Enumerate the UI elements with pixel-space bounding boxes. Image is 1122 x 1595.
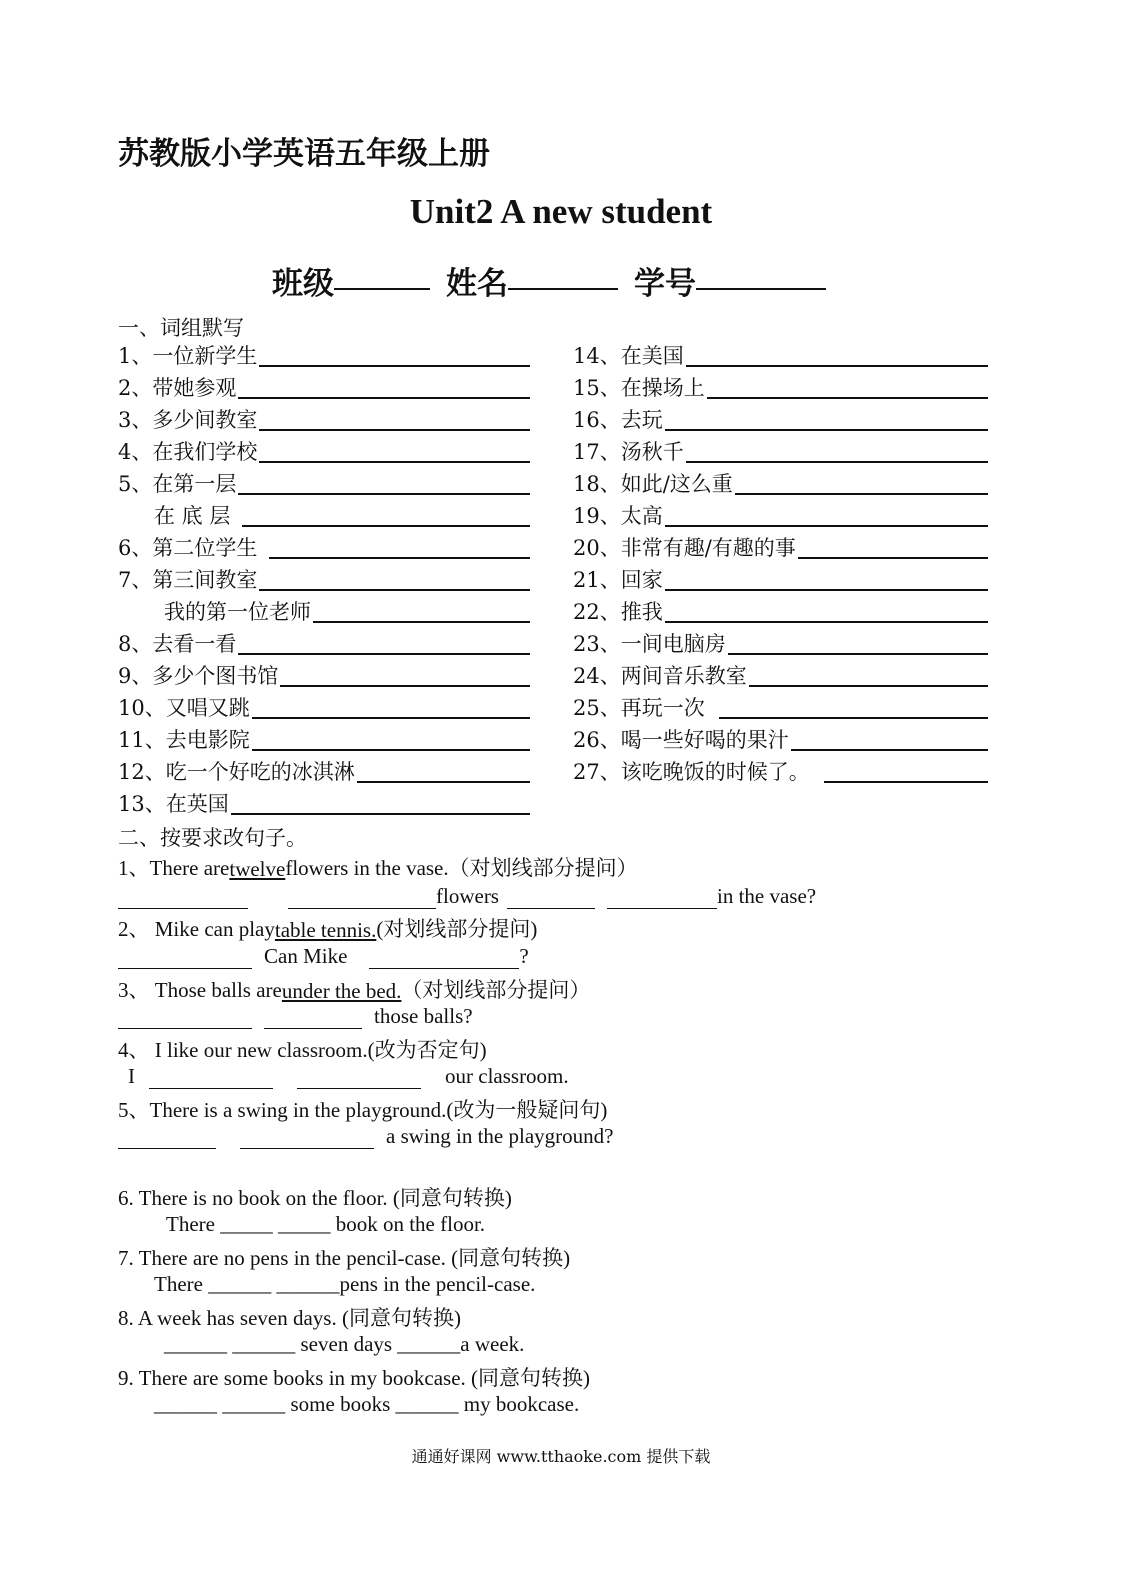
answer-blank — [118, 1130, 216, 1149]
name-label: 姓名 — [446, 266, 508, 302]
vocab-item: 5、在第一层 — [118, 468, 530, 498]
vocab-item: 在 底 层 — [154, 500, 530, 530]
answer-line — [252, 749, 530, 751]
answer-blank — [369, 950, 519, 969]
answer-line — [231, 813, 530, 815]
answer-5: a swing in the playground? — [118, 1124, 613, 1149]
vocab-item: 13、在英国 — [118, 788, 530, 818]
answer-4: I our classroom. — [128, 1064, 569, 1088]
vocab-item: 3、多少间教室 — [118, 404, 530, 434]
answer-blank — [240, 1130, 374, 1149]
answer-line — [259, 589, 530, 591]
section1-title: 一、词组默写 — [118, 316, 244, 340]
answer-2: Can Mike ? — [118, 944, 529, 969]
vocab-item: 14、在美国 — [573, 340, 988, 370]
vocab-item: 20、非常有趣/有趣的事 — [573, 532, 988, 562]
answer-3: those balls? — [118, 1004, 473, 1029]
answer-blank — [118, 950, 252, 969]
answer-blank — [297, 1070, 421, 1089]
answer-7: There ______ ______pens in the pencil-case. — [154, 1272, 536, 1296]
vocab-item: 11、去电影院 — [118, 724, 530, 754]
answer-line — [357, 781, 530, 783]
number-label: 学号 — [634, 266, 696, 302]
underlined-phrase: under the bed. — [281, 979, 402, 1003]
answer-line — [686, 461, 988, 463]
vocab-item: 1、一位新学生 — [118, 340, 530, 370]
question-1: 1、There are twelve flowers in the vase.（对划线部分提问） — [118, 856, 638, 881]
answer-blank — [118, 1010, 252, 1029]
question-4: 4、 I like our new classroom.(改为否定句) — [118, 1038, 487, 1062]
vocab-item: 7、第三间教室 — [118, 564, 530, 594]
question-7: 7. There are no pens in the pencil-case. (同意句转换) — [118, 1246, 571, 1270]
unit-title: Unit2 A new student — [409, 192, 713, 231]
vocab-item: 9、多少个图书馆 — [118, 660, 530, 690]
vocab-item: 22、推我 — [573, 596, 988, 626]
vocab-item: 15、在操场上 — [573, 372, 988, 402]
vocab-item: 25、再玩一次 — [573, 692, 988, 722]
vocab-item: 26、喝一些好喝的果汁 — [573, 724, 988, 754]
answer-line — [707, 397, 988, 399]
vocab-item: 10、又唱又跳 — [118, 692, 530, 722]
vocab-item: 8、去看一看 — [118, 628, 530, 658]
vocab-item: 23、一间电脑房 — [573, 628, 988, 658]
answer-line — [735, 493, 988, 495]
name-blank — [508, 258, 618, 290]
answer-9: ______ ______ some books ______ my bookcase. — [154, 1392, 580, 1416]
answer-8: ______ ______ seven days ______a week. — [164, 1332, 525, 1356]
answer-line — [665, 589, 988, 591]
answer-line — [791, 749, 988, 751]
vocab-item: 16、去玩 — [573, 404, 988, 434]
answer-blank — [288, 890, 436, 909]
answer-line — [269, 557, 530, 559]
question-6: 6. There is no book on the floor. (同意句转换) — [118, 1186, 512, 1210]
question-9: 9. There are some books in my bookcase. (同意句转换) — [118, 1366, 591, 1390]
vocab-item: 6、第二位学生 — [118, 532, 530, 562]
answer-blank — [507, 890, 595, 909]
answer-blank — [607, 890, 717, 909]
answer-line — [259, 365, 530, 367]
student-info-row — [272, 258, 842, 303]
answer-line — [238, 653, 530, 655]
question-3: 3、 Those balls are under the bed. （对划线部分提问） — [118, 978, 591, 1003]
answer-line — [238, 493, 530, 495]
answer-line — [242, 525, 530, 527]
answer-line — [313, 621, 530, 623]
footer-text: 通通好课网 www.tthaoke.com 提供下载 — [411, 1447, 711, 1466]
answer-line — [665, 525, 988, 527]
document-heading: 苏教版小学英语五年级上册 — [118, 136, 490, 172]
vocab-item: 2、带她参观 — [118, 372, 530, 402]
answer-line — [719, 717, 988, 719]
vocab-item: 18、如此/这么重 — [573, 468, 988, 498]
vocab-item: 27、该吃晚饭的时候了。 — [573, 756, 988, 786]
underlined-phrase: table tennis. — [274, 918, 377, 942]
vocab-item: 12、吃一个好吃的冰淇淋 — [118, 756, 530, 786]
vocab-item: 我的第一位老师 — [164, 596, 530, 626]
answer-6: There _____ _____ book on the floor. — [166, 1212, 486, 1236]
vocab-item: 17、汤秋千 — [573, 436, 988, 466]
answer-blank — [118, 890, 248, 909]
class-blank — [334, 258, 430, 290]
question-5: 5、There is a swing in the playground.(改为一般疑问句) — [118, 1098, 608, 1122]
section2-title: 二、按要求改句子。 — [118, 826, 307, 850]
question-2: 2、 Mike can play table tennis. (对划线部分提问) — [118, 917, 538, 942]
answer-blank — [149, 1070, 273, 1089]
answer-blank — [264, 1010, 362, 1029]
vocab-item: 4、在我们学校 — [118, 436, 530, 466]
answer-line — [238, 397, 530, 399]
answer-line — [665, 429, 988, 431]
class-label: 班级 — [272, 266, 334, 302]
question-8: 8. A week has seven days. (同意句转换) — [118, 1306, 461, 1330]
answer-line — [252, 717, 530, 719]
vocab-item: 24、两间音乐教室 — [573, 660, 988, 690]
answer-line — [728, 653, 988, 655]
answer-line — [749, 685, 988, 687]
answer-line — [259, 429, 530, 431]
answer-line — [824, 781, 988, 783]
vocab-item: 19、太高 — [573, 500, 988, 530]
underlined-phrase: twelve — [229, 857, 286, 881]
number-blank — [696, 258, 826, 290]
answer-1: flowers in the vase? — [118, 884, 816, 909]
vocab-item: 21、回家 — [573, 564, 988, 594]
answer-line — [798, 557, 988, 559]
answer-line — [686, 365, 988, 367]
answer-line — [280, 685, 530, 687]
answer-line — [259, 461, 530, 463]
answer-line — [665, 621, 988, 623]
